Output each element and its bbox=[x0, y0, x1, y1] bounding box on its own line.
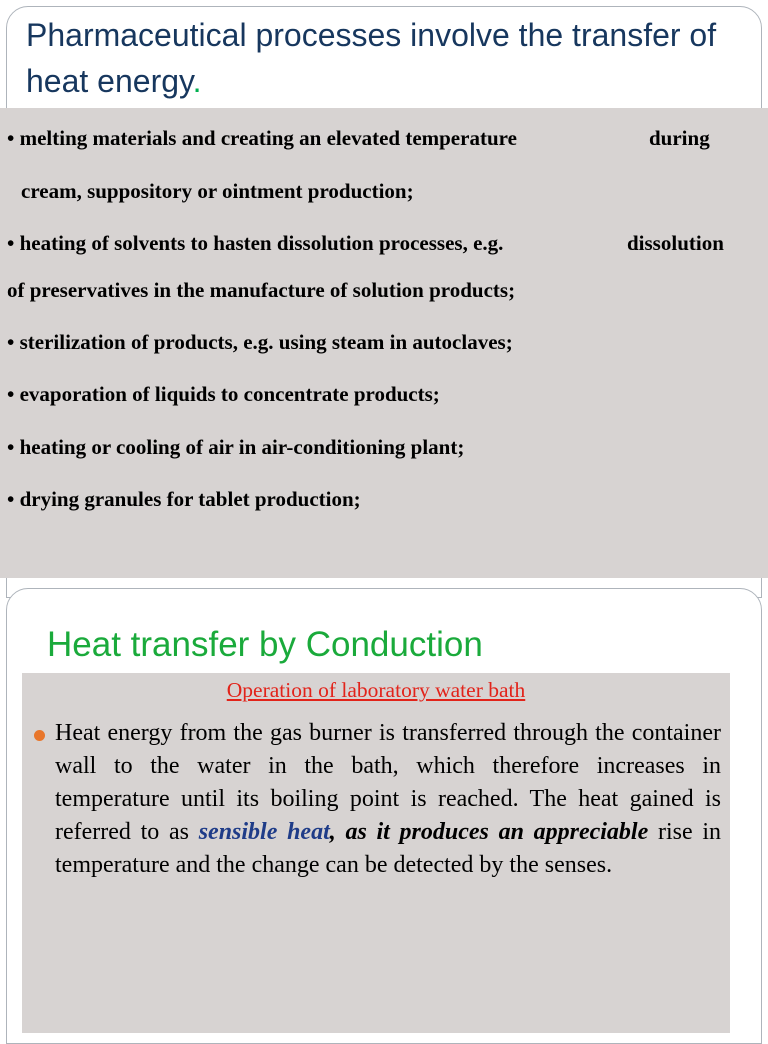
bullet-line: during bbox=[649, 126, 710, 150]
para-text: Heat energy from the gas burner is transferred through the container wall to the water in the bath, which therefore increases in temperature until its boiling point is reached. The heat gained is referred to as bbox=[55, 720, 721, 845]
bullet-line: • heating or cooling of air in air-conditioning plant; bbox=[7, 435, 465, 459]
bullet-line: dissolution bbox=[627, 231, 724, 255]
title-text: Pharmaceutical processes involve the transfer of heat energy bbox=[26, 17, 717, 99]
bullet-line: • evaporation of liquids to concentrate products; bbox=[7, 382, 440, 406]
para-highlight: sensible heat bbox=[198, 819, 330, 845]
slide-conduction bbox=[0, 582, 768, 1024]
title-dot: . bbox=[192, 63, 202, 99]
bullet-line: of preservatives in the manufacture of solution products; bbox=[7, 278, 516, 302]
bullet-line: • heating of solvents to hasten dissolution processes, e.g. bbox=[7, 231, 504, 255]
bullet-dot-icon bbox=[34, 730, 45, 741]
para-bold-italic: , as it produces an appreciable bbox=[329, 819, 649, 845]
body-paragraph bbox=[55, 717, 721, 882]
bullet-line: • melting materials and creating an elevated temperature bbox=[7, 126, 517, 150]
bullet-line: • sterilization of products, e.g. using steam in autoclaves; bbox=[7, 330, 513, 354]
subtitle: Operation of laboratory water bath bbox=[226, 678, 526, 702]
para-text: rise in temperature and the change can be detected by the senses. bbox=[55, 819, 721, 878]
bullet-line: cream, suppository or ointment production; bbox=[21, 179, 414, 203]
content-panel bbox=[0, 108, 768, 578]
slide-title: Heat transfer by Conduction bbox=[47, 625, 483, 664]
bullet-line: • drying granules for tablet production; bbox=[7, 487, 361, 511]
slide-title bbox=[26, 12, 726, 104]
content-panel bbox=[22, 673, 730, 1033]
